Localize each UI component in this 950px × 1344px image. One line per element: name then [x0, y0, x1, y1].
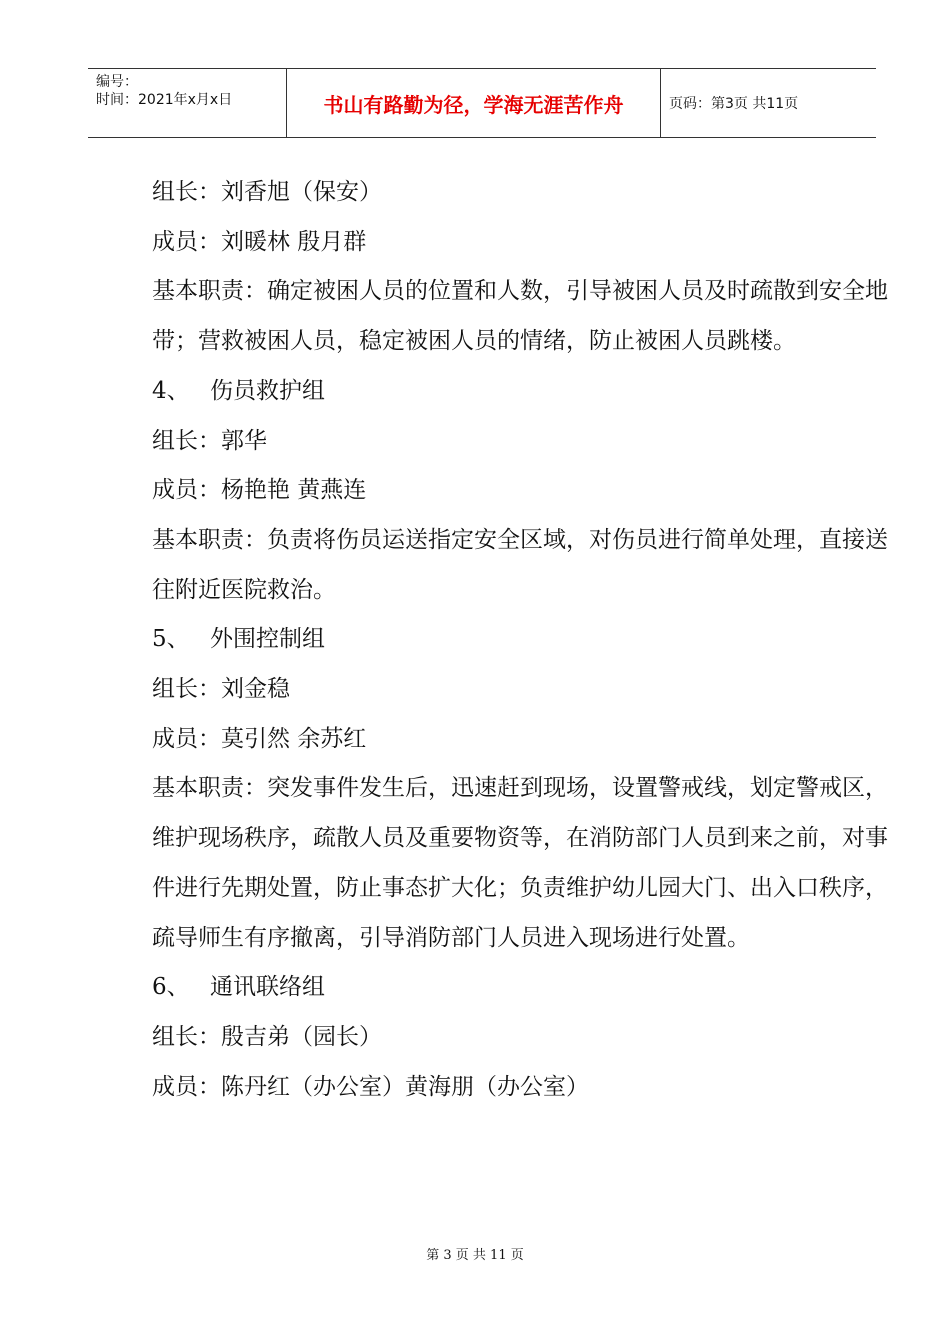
group-leader: 组长：郭华 [152, 427, 267, 454]
group-leader: 组长：刘金稳 [152, 676, 290, 703]
section-number: 5、 [152, 626, 190, 653]
group-members: 成员：杨艳艳 黄燕连 [152, 477, 367, 504]
document-number-label: 编号： [96, 74, 138, 90]
document-body [152, 168, 892, 1112]
group-duty: 基本职责：确定被困人员的位置和人数，引导被困人员及时疏散到安全地带；营救被困人员，稳定被困人员的情绪，防止被困人员跳楼。 [152, 278, 888, 355]
section-heading [152, 963, 892, 1013]
header-motto: 书山有路勤为径，学海无涯苦作舟 [323, 92, 624, 117]
section-title: 伤员救护组 [210, 377, 325, 404]
page-header [88, 68, 876, 138]
section-title: 外围控制组 [210, 626, 325, 653]
section-number: 6、 [152, 974, 190, 1001]
group-members: 成员：陈丹红（办公室）黄海朋（办公室） [152, 1073, 589, 1100]
group-leader: 组长：刘香旭（保安） [152, 179, 382, 205]
group-duty: 基本职责：负责将伤员运送指定安全区域，对伤员进行简单处理，直接送往附近医院救治。 [152, 526, 888, 603]
header-divider [660, 69, 661, 137]
group-members: 成员：刘暖林 殷月群 [152, 228, 367, 255]
header-meta [88, 69, 286, 137]
section-heading [152, 615, 892, 665]
document-date: 时间：2021年x月x日 [96, 92, 233, 108]
section-number: 4、 [152, 377, 190, 404]
page-footer [0, 1244, 950, 1263]
group-duty: 基本职责：突发事件发生后，迅速赶到现场，设置警戒线，划定警戒区，维护现场秩序，疏散人员及重要物资等，在消防部门人员到来之前，对事件进行先期处置，防止事态扩大化；负责维护幼儿园大门、出入口秩序，疏导师生有序撤离，引导消防部门人员进入现场进行处置。 [152, 775, 888, 951]
section-title: 通讯联络组 [210, 974, 325, 1001]
group-members: 成员：莫引然 余苏红 [152, 725, 367, 752]
group-leader: 组长：殷吉弟（园长） [152, 1023, 382, 1050]
header-page-info: 页码：第3页 共11页 [669, 96, 799, 112]
section-heading [152, 367, 892, 417]
footer-page-number: 第 3 页 共 11 页 [426, 1248, 524, 1263]
